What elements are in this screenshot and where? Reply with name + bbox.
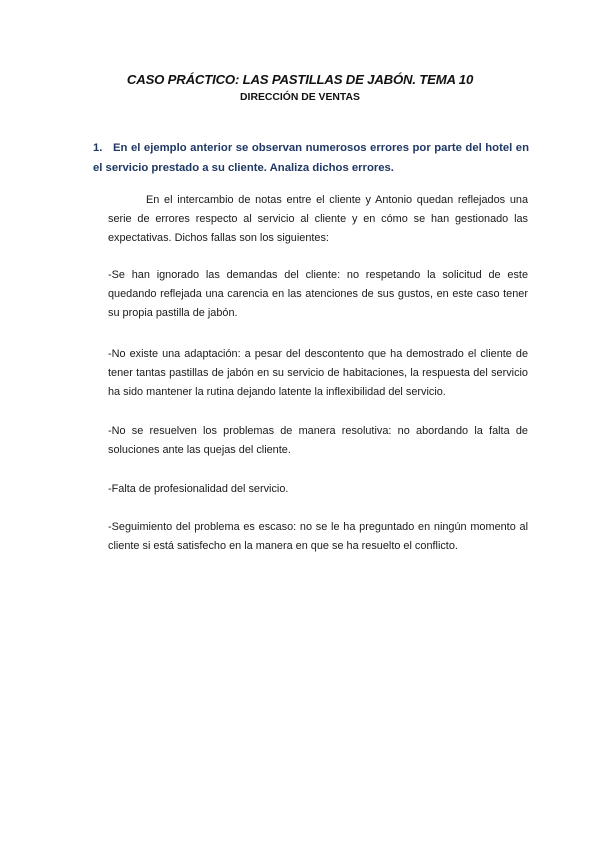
question-text: En el ejemplo anterior se observan numerosos errores por parte del hotel en el servicio prestado a su cliente. Analiza dichos errores. bbox=[93, 142, 529, 174]
error-paragraph-professionalism: -Falta de profesionalidad del servicio. bbox=[108, 483, 289, 495]
error-paragraph-adaptation: -No existe una adaptación: a pesar del descontento que ha demostrado el cliente de tener tantas pastillas de jabón en su servicio de habitaciones, la respuesta del servicio ha sido mantener la rutina dejando latente la inflexibilidad del servicio. bbox=[108, 348, 528, 398]
intro-paragraph: En el intercambio de notas entre el cliente y Antonio quedan reflejados una serie de errores respecto al servicio al cliente y en cómo se han gestionado las expectativas. Dichos fallas son los siguientes: bbox=[108, 194, 528, 244]
question-number: 1. bbox=[93, 142, 103, 154]
question-block bbox=[93, 138, 529, 178]
error-paragraph-demands: -Se han ignorado las demandas del cliente: no respetando la solicitud de este quedando reflejada una carencia en las atenciones de sus gustos, en este caso tener su propia pastilla de jabón. bbox=[108, 269, 528, 319]
document-title: CASO PRÁCTICO: LAS PASTILLAS DE JABÓN. TEMA 10 bbox=[126, 72, 474, 87]
document-subtitle: DIRECCIÓN DE VENTAS bbox=[240, 92, 360, 103]
error-paragraph-followup: -Seguimiento del problema es escaso: no se le ha preguntado en ningún momento al cliente si está satisfecho en la manera en que se ha resuelto el conflicto. bbox=[108, 521, 528, 552]
error-paragraph-resolution: -No se resuelven los problemas de manera resolutiva: no abordando la falta de soluciones ante las quejas del cliente. bbox=[108, 425, 528, 456]
